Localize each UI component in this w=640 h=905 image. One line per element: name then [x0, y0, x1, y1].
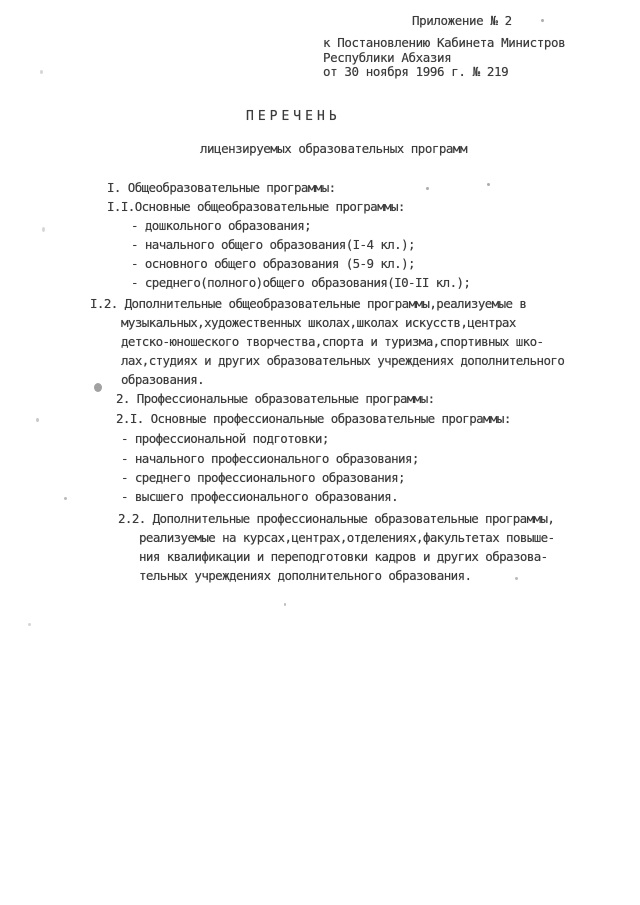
scan-speck	[64, 497, 67, 500]
section-2-heading: 2. Профессиональные образовательные программы:	[116, 391, 435, 406]
scan-speck	[487, 183, 490, 186]
section-1-1-heading: I.I.Основные общеобразовательные программы:	[107, 199, 405, 214]
header-line-3: от 30 ноября 1996 г. № 219	[323, 64, 509, 79]
ink-blot	[94, 383, 102, 392]
section-2-2-line: реализуемые на курсах,центрах,отделениях,факультетах повыше-	[139, 530, 555, 545]
list-item: - среднего(полного)общего образования(I0-II кл.);	[131, 275, 471, 290]
header-line-1: к Постановлению Кабинета Министров	[323, 35, 566, 50]
scan-speck	[36, 418, 39, 422]
list-item: - среднего профессионального образования;	[121, 470, 405, 485]
list-item: - дошкольного образования;	[131, 218, 312, 233]
scan-speck	[284, 603, 286, 606]
scan-speck	[28, 623, 31, 626]
scan-speck	[42, 227, 45, 232]
header-line-2: Республики Абхазия	[323, 50, 452, 65]
section-1-2-line: образования.	[121, 372, 205, 387]
list-item: - профессиональной подготовки;	[121, 431, 329, 446]
scan-speck	[40, 70, 43, 74]
section-1-2-line: детско-юношеского творчества,спорта и туризма,спортивных шко-	[121, 334, 544, 349]
scan-speck	[426, 187, 429, 190]
section-2-2-line: ния квалификации и переподготовки кадров и других образова-	[139, 549, 548, 564]
section-2-2-line: тельных учреждениях дополнительного образования.	[139, 568, 472, 583]
section-1-2-line: музыкальных,художественных школах,школах искусств,центрах	[121, 315, 516, 330]
section-2-1-heading: 2.I. Основные профессиональные образовательные программы:	[116, 411, 511, 426]
section-1-2-line: I.2. Дополнительные общеобразовательные программы,реализуемые в	[90, 296, 527, 311]
list-item: - начального профессионального образования;	[121, 451, 419, 466]
document-subtitle: лицензируемых образовательных программ	[200, 141, 467, 156]
appendix-label: Приложение № 2	[412, 13, 512, 28]
scan-speck	[515, 577, 518, 580]
section-1-2-line: лах,студиях и других образовательных учреждениях дополнительного	[121, 353, 565, 368]
section-1-heading: I. Общеобразовательные программы:	[107, 180, 336, 195]
list-item: - основного общего образования (5-9 кл.);	[131, 256, 415, 271]
list-item: - начального общего образования(I-4 кл.);	[131, 237, 415, 252]
list-item: - высшего профессионального образования.	[121, 489, 399, 504]
document-title: ПЕРЕЧЕНЬ	[246, 109, 341, 124]
section-2-2-line: 2.2. Дополнительные профессиональные образовательные программы,	[118, 511, 555, 526]
scan-speck	[541, 19, 544, 22]
